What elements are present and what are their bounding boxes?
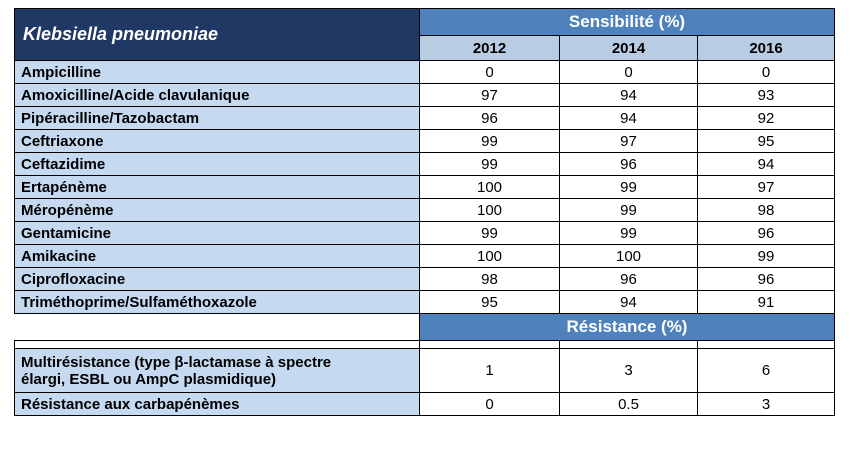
value-cell: 99 xyxy=(560,222,698,245)
value-cell: 99 xyxy=(560,176,698,199)
value-cell: 100 xyxy=(420,245,560,268)
value-cell: 96 xyxy=(560,153,698,176)
table-row xyxy=(15,245,835,268)
spacer-cell xyxy=(420,341,560,349)
value-cell: 98 xyxy=(698,199,835,222)
value-cell: 100 xyxy=(420,176,560,199)
table-row xyxy=(15,153,835,176)
value-cell: 99 xyxy=(698,245,835,268)
year-header: 2014 xyxy=(560,36,698,61)
value-cell: 96 xyxy=(420,107,560,130)
table-row xyxy=(15,84,835,107)
spacer-cell xyxy=(560,341,698,349)
table-row xyxy=(15,222,835,245)
table-row xyxy=(15,199,835,222)
resistance-label: Résistance aux carbapénèmes xyxy=(15,393,420,416)
resistance-label-line2: élargi, ESBL ou AmpC plasmidique) xyxy=(21,370,277,388)
value-cell: 99 xyxy=(420,153,560,176)
value-cell: 99 xyxy=(420,222,560,245)
table-row xyxy=(15,176,835,199)
table-row xyxy=(15,130,835,153)
antibiotic-label: Ertapénème xyxy=(15,176,420,199)
value-cell: 96 xyxy=(560,268,698,291)
antibiotic-label: Pipéracilline/Tazobactam xyxy=(15,107,420,130)
value-cell: 96 xyxy=(698,268,835,291)
susceptibility-table-container xyxy=(14,8,835,416)
spacer-row xyxy=(15,341,835,349)
antibiotic-label: Méropénème xyxy=(15,199,420,222)
table-row xyxy=(15,268,835,291)
table-row xyxy=(15,393,835,416)
value-cell: 3 xyxy=(698,393,835,416)
value-cell: 6 xyxy=(698,349,835,393)
antibiotic-label: Ampicilline xyxy=(15,61,420,84)
antibiotic-label: Ceftazidime xyxy=(15,153,420,176)
value-cell: 95 xyxy=(698,130,835,153)
value-cell: 97 xyxy=(420,84,560,107)
value-cell: 0 xyxy=(560,61,698,84)
value-cell: 94 xyxy=(560,107,698,130)
value-cell: 93 xyxy=(698,84,835,107)
value-cell: 94 xyxy=(560,84,698,107)
antibiotic-label: Amikacine xyxy=(15,245,420,268)
value-cell: 0 xyxy=(420,393,560,416)
value-cell: 92 xyxy=(698,107,835,130)
antibiotic-label: Amoxicilline/Acide clavulanique xyxy=(15,84,420,107)
antibiotic-label: Triméthoprime/Sulfaméthoxazole xyxy=(15,291,420,314)
value-cell: 0 xyxy=(698,61,835,84)
value-cell: 1 xyxy=(420,349,560,393)
table-row xyxy=(15,291,835,314)
table-row xyxy=(15,61,835,84)
resistance-label-line1: Multirésistance (type β-lactamase à spectre xyxy=(21,353,332,371)
value-cell: 94 xyxy=(698,153,835,176)
sensibilite-header: Sensibilité (%) xyxy=(420,9,835,36)
susceptibility-table xyxy=(14,8,835,416)
table-title: Klebsiella pneumoniae xyxy=(15,9,420,61)
value-cell: 3 xyxy=(560,349,698,393)
table-row xyxy=(15,107,835,130)
value-cell: 0 xyxy=(420,61,560,84)
resistance-label xyxy=(15,349,420,393)
value-cell: 100 xyxy=(560,245,698,268)
resistance-header-row xyxy=(15,314,835,341)
table-row xyxy=(15,349,835,393)
value-cell: 0.5 xyxy=(560,393,698,416)
value-cell: 99 xyxy=(420,130,560,153)
year-header: 2012 xyxy=(420,36,560,61)
blank-cell xyxy=(15,314,420,341)
value-cell: 94 xyxy=(560,291,698,314)
year-header: 2016 xyxy=(698,36,835,61)
spacer-cell xyxy=(698,341,835,349)
value-cell: 95 xyxy=(420,291,560,314)
antibiotic-label: Gentamicine xyxy=(15,222,420,245)
value-cell: 97 xyxy=(698,176,835,199)
header-row-band xyxy=(15,9,835,36)
value-cell: 99 xyxy=(560,199,698,222)
value-cell: 98 xyxy=(420,268,560,291)
value-cell: 91 xyxy=(698,291,835,314)
value-cell: 100 xyxy=(420,199,560,222)
antibiotic-label: Ciprofloxacine xyxy=(15,268,420,291)
resistance-header: Résistance (%) xyxy=(420,314,835,341)
value-cell: 96 xyxy=(698,222,835,245)
spacer-cell xyxy=(15,341,420,349)
antibiotic-label: Ceftriaxone xyxy=(15,130,420,153)
value-cell: 97 xyxy=(560,130,698,153)
